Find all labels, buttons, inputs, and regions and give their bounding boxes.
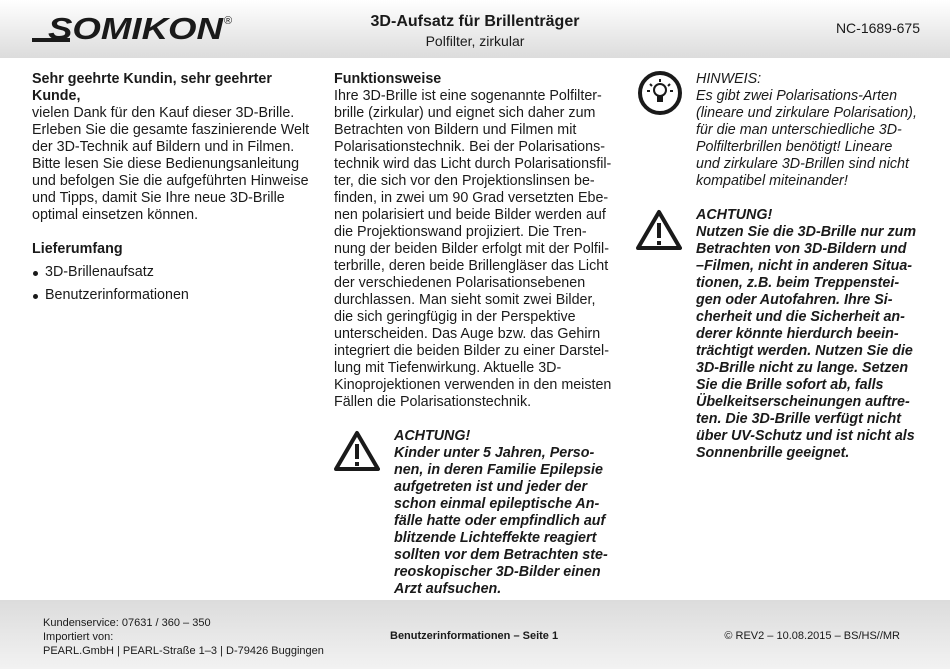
text-line: über UV-Schutz und ist nicht als <box>696 428 915 444</box>
text-line: derer könnte hierdurch beein- <box>696 326 899 342</box>
page-label: Benutzerinformationen – Seite 1 <box>390 630 559 642</box>
text-line: gen oder Autofahren. Ihre Si- <box>696 292 893 308</box>
warning-triangle-icon <box>636 209 682 251</box>
usage-warning-text <box>696 207 926 462</box>
scope-list <box>32 264 317 304</box>
importer-label: Importiert von: <box>43 631 114 643</box>
note-title: HINWEIS: <box>696 71 762 87</box>
text-line: Übelkeitserscheinungen auftre- <box>696 394 910 410</box>
text-line: Arzt aufsuchen. <box>394 581 502 597</box>
text-line: integriert die beiden Bilder zu einer Darstel- <box>334 343 609 359</box>
text-line: terbrille, deren beide Brillengläser das Licht <box>334 258 609 274</box>
text-line: cherheit und die Sicherheit an- <box>696 309 905 325</box>
document-title: 3D-Aufsatz für Brillenträger <box>370 13 580 30</box>
text-line: Kinoprojektionen verwenden in den meisten <box>334 377 612 393</box>
text-line: für die man unterschiedliche 3D- <box>696 122 902 138</box>
text-line: Sie die Brille sofort ab, falls <box>696 377 884 393</box>
column-function <box>334 71 616 598</box>
column-intro <box>32 71 317 310</box>
text-line: Ihre 3D-Brille ist eine sogenannte Polfilter- <box>334 88 602 104</box>
text-line: Es gibt zwei Polarisations-Arten <box>696 88 898 104</box>
text-line: nung der beiden Bilder erfolgt mit der Polfil- <box>334 241 609 257</box>
text-line: reoskopischer 3D-Bilder einen <box>394 564 601 580</box>
text-line: blitzende Lichteffekte reagiert <box>394 530 597 546</box>
text-line: ter, die sich vor den Projektionslinsen be- <box>334 173 595 189</box>
text-line: tionen, z.B. beim Treppenstei- <box>696 275 900 291</box>
text-line: und zirkulare 3D-Brillen sind nicht <box>696 156 909 172</box>
text-line: fälle hatte oder empfindlich auf <box>394 513 606 529</box>
column-notes <box>636 71 926 462</box>
text-line: durchlassen. Man sieht somit zwei Bilder, <box>334 292 596 308</box>
text-line: der verschiedenen Polarisationsebenen <box>334 275 586 291</box>
text-line: aufgetreten ist und jeder der <box>394 479 588 495</box>
somikon-logo <box>30 10 240 46</box>
function-heading: Funktionsweise <box>334 71 442 87</box>
polarisation-note-text <box>696 71 926 190</box>
text-line: 3D-Brille nicht zu lange. Setzen <box>696 360 909 376</box>
text-line: sollten vor dem Betrachten ste- <box>394 547 608 563</box>
list-item: 3D-Brillenaufsatz <box>32 264 317 281</box>
text-line: Betrachten von 3D-Bildern und <box>696 241 907 257</box>
text-line: ten. Die 3D-Brille verfügt nicht <box>696 411 901 427</box>
epilepsy-warning-text <box>394 428 616 598</box>
greeting-heading: Sehr geehrte Kundin, sehr geehrter Kunde, <box>32 71 272 104</box>
article-number: NC-1689-675 <box>835 20 920 36</box>
document-subtitle: Polfilter, zirkular <box>425 33 525 49</box>
svg-text:®: ® <box>224 15 233 27</box>
text-line: Kinder unter 5 Jahren, Perso- <box>394 445 595 461</box>
text-line: brille (zirkular) und eignet sich daher zum <box>334 105 596 121</box>
text-line: kompatibel miteinander! <box>696 173 848 189</box>
text-line: nen polarisiert und beide Bilder werden auf <box>334 207 606 223</box>
text-line: finden, in zwei um 90 Grad versetzten Ebe- <box>334 190 609 206</box>
polarisation-note <box>636 71 926 190</box>
scope-heading: Lieferumfang <box>32 241 123 257</box>
text-line: Betrachten von Bildern und Filmen mit <box>334 122 577 138</box>
epilepsy-warning <box>334 428 616 598</box>
text-line: Nutzen Sie die 3D-Brille nur zum <box>696 224 917 240</box>
text-line: unterscheiden. Das Auge bzw. das Gehirn <box>334 326 601 342</box>
text-line: Polarisationstechnik. Bei der Polarisations- <box>334 139 605 155</box>
page-header <box>0 0 950 58</box>
warning-title: ACHTUNG! <box>394 428 471 444</box>
text-line: Sonnenbrille geeignet. <box>696 445 850 461</box>
importer-address: PEARL.GmbH | PEARL-Straße 1–3 | D-79426 Buggingen <box>43 645 324 657</box>
customer-service: Kundenservice: 07631 / 360 – 350 <box>43 617 211 629</box>
text-line: die Projektionswand projiziert. Die Tren- <box>334 224 587 240</box>
text-line: trächtigt werden. Nutzen Sie die <box>696 343 913 359</box>
text-line: Polfilterbrillen benötigt! Lineare <box>696 139 893 155</box>
text-line: lung mit Tiefenwirkung. Aktuelle 3D- <box>334 360 562 376</box>
text-line: die sich geringfügig in der Perspektive <box>334 309 576 325</box>
warning-triangle-icon <box>334 430 380 472</box>
list-item: Benutzerinformationen <box>32 287 317 304</box>
page-footer <box>0 600 950 669</box>
warning-title: ACHTUNG! <box>696 207 773 223</box>
text-line: (lineare und zirkulare Polarisation), <box>696 105 917 121</box>
footer-contact <box>43 616 324 658</box>
lightbulb-icon <box>638 71 682 115</box>
function-paragraph <box>334 88 616 411</box>
text-line: nen, in deren Familie Epilepsie <box>394 462 603 478</box>
svg-text:SOMIKON: SOMIKON <box>48 11 224 46</box>
intro-paragraph: vielen Dank für den Kauf dieser 3D-Brille. Erleben Sie die gesamte faszinierende Welt der 3D-Technik auf Bildern und in Filmen. Bitte lesen Sie diese Bedienungsanleitung und befolgen Sie die aufgeführten Hinweise und Tipps, damit Sie Ihre neue 3D-Brille optimal einsetzen können. <box>32 105 310 223</box>
text-line: –Filmen, nicht in anderen Situa- <box>696 258 913 274</box>
usage-warning <box>636 207 926 462</box>
text-line: Fällen die Polarisationstechnik. <box>334 394 532 410</box>
text-line: technik wird das Licht durch Polarisationsfil- <box>334 156 612 172</box>
text-line: schon einmal epileptische An- <box>394 496 600 512</box>
revision-info: © REV2 – 10.08.2015 – BS/HS//MR <box>724 630 900 642</box>
